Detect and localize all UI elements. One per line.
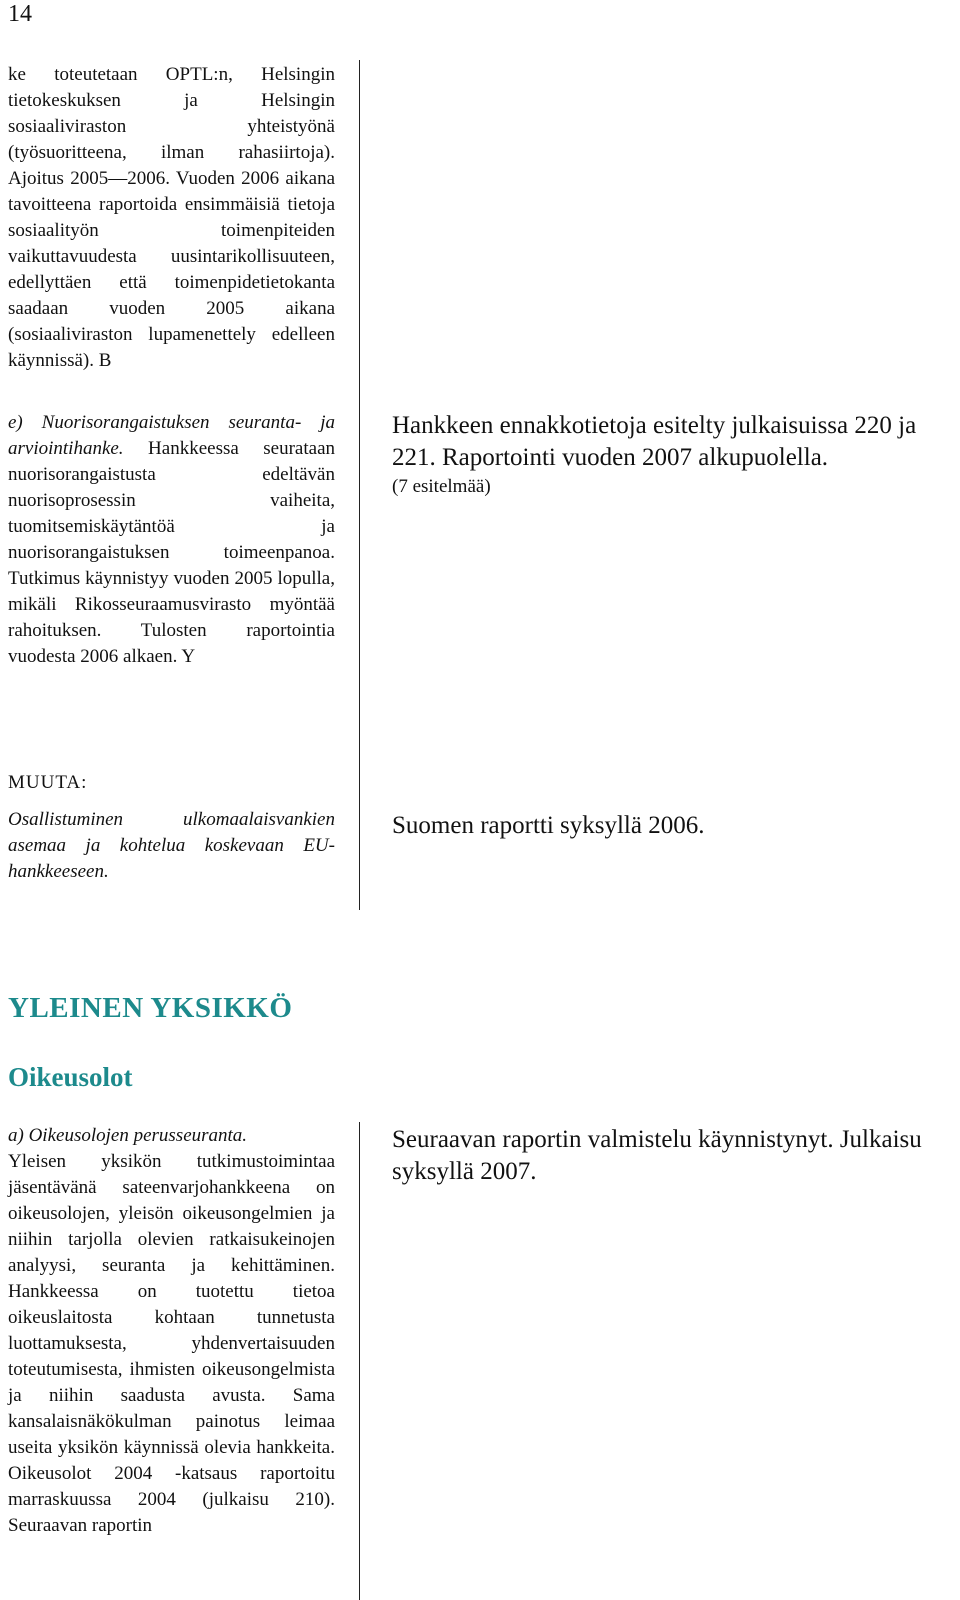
column-divider-bottom	[359, 1122, 360, 1600]
unit-heading: YLEINEN YKSIKKÖ	[8, 992, 293, 1024]
page-number: 14	[8, 1, 32, 27]
muuta-item-text: Osallistuminen ulkomaalaisvankien asemaa ja kohtelua koskevaan EU-hankkeeseen.	[8, 809, 335, 882]
project-e-paragraph	[8, 410, 335, 670]
project-a-status-text: Seuraavan raportin valmistelu käynnistynyt. Julkaisu syksyllä 2007.	[392, 1126, 922, 1185]
muuta-right	[392, 810, 960, 842]
intro-paragraph: ke toteutetaan OPTL:n, Helsingin tietokeskuksen ja Helsingin sosiaaliviraston yhteistyönä (työsuoritteena, ilman rahasiirtoja). Ajoitus 2005—2006. Vuoden 2006 aikana tavoitteena raportoida ensimmäisiä tietoja sosiaalityön toimenpiteiden vaikuttavuudesta uusintarikollisuuteen, edellyttäen että toimenpidetietokanta saadaan vuoden 2005 aikana (sosiaaliviraston lupamenettely edelleen käynnissä). B	[8, 64, 335, 371]
project-e-body: Hankkeessa seurataan nuorisorangaistusta edeltävän nuorisoprosessin vaiheita, tuomitsemiskäytäntöä ja nuorisorangaistuksen toimeenpanoa. Tutkimus käynnistyy vuoden 2005 lopulla, mikäli Rikosseuraamusvirasto myöntää rahoituksen. Tulosten raportointia vuodesta 2006 alkaen. Y	[8, 438, 335, 667]
project-a-title-line	[8, 1123, 335, 1149]
topic-heading: Oikeusolot	[8, 1062, 133, 1092]
muuta-left	[8, 807, 335, 885]
project-e-status	[392, 410, 952, 500]
project-e-title: e) Nuorisorangaistuksen seuranta- ja arviointihanke.	[8, 412, 335, 459]
muuta-item	[8, 807, 335, 885]
project-a-block	[8, 1123, 335, 1539]
muuta-label: MUUTA:	[8, 772, 88, 793]
project-e-block	[8, 410, 335, 670]
project-a-body: Yleisen yksikön tutkimustoimintaa jäsentävänä sateenvarjohankkeena on oikeusolojen, yleisön oikeusongelmien ja niihin tarjolla olevien ratkaisukeinojen analyysi, seuranta ja kehittäminen. Hankkeessa on tuotettu tietoa oikeuslaitosta kohtaan tunnetusta luottamuksesta, yhdenvertaisuuden toteutumisesta, ihmisten oikeusongelmista ja niihin saadusta avusta. Sama kansalaisnäkökulman painotus leimaa useita yksikön käynnissä olevia hankkeita. Oikeusolot 2004 -katsaus raportoitu marraskuussa 2004 (julkaisu 210). Seuraavan raportin	[8, 1151, 335, 1536]
project-e-status-text: Hankkeen ennakkotietoja esitelty julkaisuissa 220 ja 221. Raportointi vuoden 2007 alkupuolella.	[392, 412, 917, 471]
project-a-status	[392, 1124, 947, 1188]
project-a-title: a) Oikeusolojen perusseuranta.	[8, 1125, 248, 1146]
column-divider-top	[359, 60, 360, 910]
muuta-status-text: Suomen raportti syksyllä 2006.	[392, 812, 705, 839]
project-e-presentations: (7 esitelmää)	[392, 476, 491, 497]
top-left-column	[8, 62, 335, 374]
